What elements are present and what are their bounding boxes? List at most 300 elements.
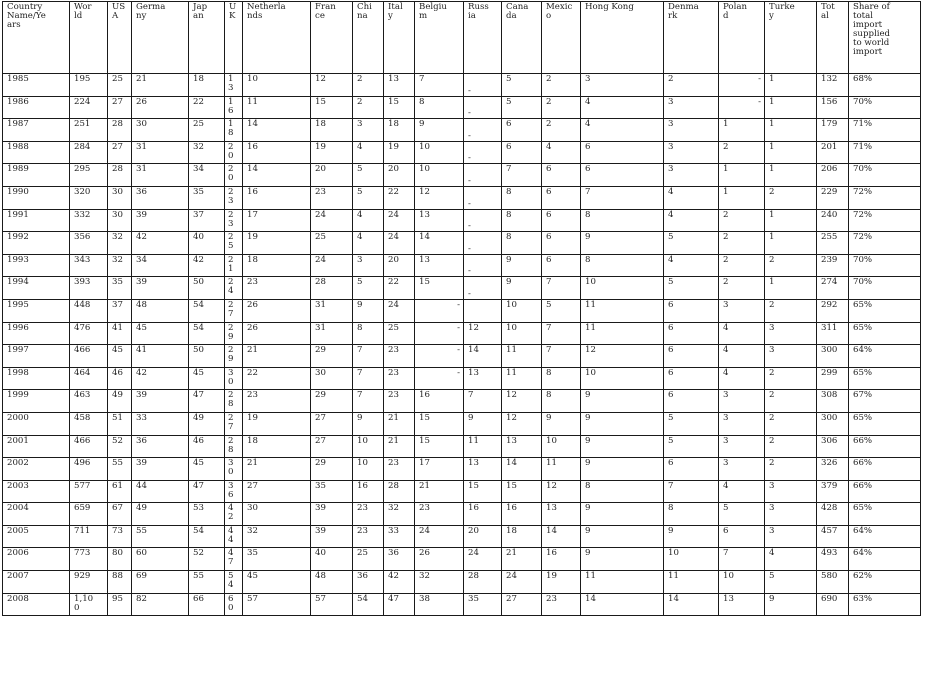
cell-text: 7	[228, 308, 234, 319]
value-cell: 3	[353, 254, 384, 277]
value-cell: 30	[132, 119, 189, 142]
value-cell: 24	[384, 209, 415, 232]
value-cell: 2	[353, 96, 384, 119]
value-cell: 10	[542, 435, 581, 458]
value-cell: 72%	[849, 232, 921, 255]
value-cell: 326	[817, 458, 849, 481]
value-cell: 9	[464, 412, 502, 435]
value-cell: 300	[817, 345, 849, 368]
value-cell: 29	[311, 390, 353, 413]
value-cell: 4	[765, 548, 817, 571]
year-cell: 2001	[3, 435, 70, 458]
value-cell: 44	[132, 480, 189, 503]
value-cell: 1	[765, 277, 817, 300]
value-cell: 3	[765, 322, 817, 345]
value-cell: 15	[415, 277, 464, 300]
value-cell: 9	[581, 548, 664, 571]
value-cell: 12	[311, 74, 353, 97]
value-cell: 7	[502, 164, 542, 187]
year-cell: 1992	[3, 232, 70, 255]
cell-text: 8	[228, 128, 234, 139]
value-cell: 4	[353, 141, 384, 164]
cell-text: 4	[228, 525, 234, 536]
value-cell: 54	[353, 593, 384, 616]
value-cell: 10	[581, 277, 664, 300]
value-cell	[225, 412, 243, 435]
column-header-text: Jap	[193, 2, 208, 12]
value-cell: 67	[108, 503, 132, 526]
value-cell: 8	[542, 390, 581, 413]
value-cell: 36	[132, 186, 189, 209]
year-cell: 1996	[3, 322, 70, 345]
table-row	[3, 593, 921, 616]
column-header-text: Tot	[821, 2, 835, 12]
value-cell: 25	[353, 548, 384, 571]
column-header-text: nds	[247, 11, 263, 21]
table-row	[3, 141, 921, 164]
year-cell: 2008	[3, 593, 70, 616]
cell-text: 2	[228, 435, 234, 446]
value-cell: 49	[189, 412, 225, 435]
value-cell: 306	[817, 435, 849, 458]
value-cell: 45	[189, 367, 225, 390]
value-cell	[225, 390, 243, 413]
value-cell: 21	[384, 412, 415, 435]
value-cell: 457	[817, 525, 849, 548]
value-cell: 25	[189, 119, 225, 142]
column-header	[189, 2, 225, 74]
value-cell: 29	[311, 458, 353, 481]
value-cell: 580	[817, 571, 849, 594]
value-cell: 6	[664, 299, 719, 322]
column-header	[817, 2, 849, 74]
value-cell: 22	[384, 277, 415, 300]
value-cell: 4	[664, 209, 719, 232]
value-cell: 659	[70, 503, 108, 526]
value-cell: 34	[132, 254, 189, 277]
value-cell: 21	[415, 480, 464, 503]
value-cell: 14	[542, 525, 581, 548]
value-cell: 39	[311, 503, 353, 526]
value-cell: 2	[719, 209, 765, 232]
column-header	[849, 2, 921, 74]
value-cell: 19	[542, 571, 581, 594]
value-cell: 9	[581, 525, 664, 548]
value-cell: 28	[108, 164, 132, 187]
column-header	[353, 2, 384, 74]
value-cell: 46	[189, 435, 225, 458]
cell-text: 8	[228, 444, 234, 455]
value-cell: 17	[415, 458, 464, 481]
value-cell: 9	[581, 503, 664, 526]
value-cell: 51	[108, 412, 132, 435]
value-cell: 33	[384, 525, 415, 548]
cell-text: 0	[228, 173, 234, 184]
value-cell: 21	[384, 435, 415, 458]
value-cell: 284	[70, 141, 108, 164]
value-cell: 13	[415, 254, 464, 277]
value-cell: 6	[664, 345, 719, 368]
column-header-text: Russ	[468, 2, 489, 12]
value-cell: 36	[384, 548, 415, 571]
column-header-text: Polan	[723, 2, 748, 12]
value-cell: 7	[353, 367, 384, 390]
value-cell: 26	[415, 548, 464, 571]
value-cell: -	[464, 119, 502, 142]
value-cell: 428	[817, 503, 849, 526]
value-cell: 47	[384, 593, 415, 616]
year-cell: 2005	[3, 525, 70, 548]
cell-text: 2	[228, 512, 234, 523]
value-cell: 35	[311, 480, 353, 503]
value-cell: 929	[70, 571, 108, 594]
value-cell: -	[415, 299, 464, 322]
value-cell: -	[415, 322, 464, 345]
value-cell: 16	[542, 548, 581, 571]
column-header	[464, 2, 502, 74]
column-header-text: na	[357, 11, 368, 21]
value-cell: 41	[132, 345, 189, 368]
value-cell: 39	[132, 209, 189, 232]
cell-text: 2	[228, 232, 234, 243]
value-cell: 28	[311, 277, 353, 300]
value-cell: 2	[765, 458, 817, 481]
value-cell: 70%	[849, 164, 921, 187]
table-row	[3, 412, 921, 435]
column-header-text: USA	[112, 2, 126, 21]
value-cell: 10	[243, 74, 311, 97]
value-cell: 64%	[849, 525, 921, 548]
cell-text: 8	[228, 399, 234, 410]
value-cell: 13	[542, 503, 581, 526]
column-header-text: import	[853, 20, 883, 30]
cell-text: 0	[228, 602, 234, 613]
value-cell: 18	[189, 74, 225, 97]
value-cell: 10	[353, 435, 384, 458]
value-cell: -	[464, 96, 502, 119]
value-cell: 26	[132, 96, 189, 119]
value-cell: 7	[353, 345, 384, 368]
value-cell: 11	[243, 96, 311, 119]
column-header	[502, 2, 542, 74]
value-cell: 32	[415, 571, 464, 594]
value-cell: 2	[719, 277, 765, 300]
value-cell: 16	[243, 186, 311, 209]
cell-text: 1	[228, 96, 234, 107]
table-row	[3, 299, 921, 322]
value-cell: 4	[353, 209, 384, 232]
column-header	[719, 2, 765, 74]
cell-text: 2	[228, 299, 234, 310]
value-cell: 10	[719, 571, 765, 594]
table-row	[3, 367, 921, 390]
value-cell: 132	[817, 74, 849, 97]
value-cell: 64%	[849, 345, 921, 368]
value-cell: 55	[108, 458, 132, 481]
value-cell: 9	[542, 412, 581, 435]
table-row	[3, 480, 921, 503]
value-cell: 15	[415, 435, 464, 458]
value-cell: 16	[243, 141, 311, 164]
value-cell: 31	[311, 299, 353, 322]
column-header	[384, 2, 415, 74]
year-cell: 2007	[3, 571, 70, 594]
value-cell: 35	[464, 593, 502, 616]
value-cell: 82	[132, 593, 189, 616]
value-cell: 23	[311, 186, 353, 209]
value-cell: 308	[817, 390, 849, 413]
value-cell: 18	[243, 254, 311, 277]
table-row	[3, 277, 921, 300]
value-cell: 4	[719, 322, 765, 345]
column-header	[132, 2, 189, 74]
value-cell: 14	[243, 164, 311, 187]
value-cell: 19	[384, 141, 415, 164]
value-cell: 2	[542, 119, 581, 142]
value-cell: 13	[464, 367, 502, 390]
value-cell: 7	[542, 345, 581, 368]
column-header-text: to world	[853, 38, 890, 48]
value-cell: 11	[581, 571, 664, 594]
year-cell: 1994	[3, 277, 70, 300]
value-cell: -	[464, 141, 502, 164]
value-cell	[225, 74, 243, 97]
value-cell: 15	[384, 96, 415, 119]
cell-text: 4	[228, 548, 234, 559]
value-cell: 356	[70, 232, 108, 255]
value-cell: 10	[415, 164, 464, 187]
value-cell: 24	[464, 548, 502, 571]
value-cell: 16	[502, 503, 542, 526]
value-cell: 48	[132, 299, 189, 322]
value-cell: 5	[502, 96, 542, 119]
column-header-text: ia	[468, 11, 476, 21]
value-cell: 11	[664, 571, 719, 594]
value-cell: 3	[719, 299, 765, 322]
value-cell: 48	[311, 571, 353, 594]
value-cell: 57	[311, 593, 353, 616]
value-cell	[225, 571, 243, 594]
cell-text: 2	[228, 164, 234, 175]
value-cell: 3	[719, 458, 765, 481]
value-cell: 773	[70, 548, 108, 571]
value-cell: 6	[664, 322, 719, 345]
value-cell: 8	[581, 480, 664, 503]
value-cell: 23	[384, 390, 415, 413]
value-cell: 95	[108, 593, 132, 616]
value-cell: 53	[189, 503, 225, 526]
value-cell	[225, 435, 243, 458]
value-cell: 3	[765, 503, 817, 526]
value-cell: 8	[502, 232, 542, 255]
column-header-text: Chi	[357, 2, 372, 12]
value-cell: 229	[817, 186, 849, 209]
value-cell: 4	[353, 232, 384, 255]
column-header-text: Germa	[136, 2, 166, 12]
value-cell: 47	[189, 480, 225, 503]
value-cell: 18	[384, 119, 415, 142]
value-cell: 60	[132, 548, 189, 571]
value-cell: 11	[581, 299, 664, 322]
value-cell: 6	[581, 141, 664, 164]
value-cell: 6	[664, 458, 719, 481]
value-cell: 49	[132, 503, 189, 526]
value-cell: 54	[189, 322, 225, 345]
value-cell: 6	[542, 164, 581, 187]
value-cell	[225, 593, 243, 616]
value-cell: 2	[765, 299, 817, 322]
value-cell: 7	[664, 480, 719, 503]
year-cell: 1999	[3, 390, 70, 413]
year-cell: 1988	[3, 141, 70, 164]
value-cell: 30	[243, 503, 311, 526]
value-cell: 62%	[849, 571, 921, 594]
cell-text: 2	[228, 345, 234, 356]
value-cell: 32	[108, 232, 132, 255]
value-cell: 45	[243, 571, 311, 594]
table-row	[3, 435, 921, 458]
value-cell: 50	[189, 277, 225, 300]
value-cell: 65%	[849, 367, 921, 390]
value-cell: 41	[108, 322, 132, 345]
value-cell: 255	[817, 232, 849, 255]
cell-text: 5	[228, 241, 234, 252]
value-cell: 6	[664, 367, 719, 390]
value-cell: 332	[70, 209, 108, 232]
value-cell: 23	[353, 503, 384, 526]
table-row	[3, 119, 921, 142]
value-cell: 10	[502, 299, 542, 322]
value-cell: 31	[132, 164, 189, 187]
cell-text: 3	[228, 367, 234, 378]
value-cell: 20	[384, 254, 415, 277]
value-cell: 26	[243, 299, 311, 322]
value-cell: 1	[765, 164, 817, 187]
value-cell: 14	[664, 593, 719, 616]
column-header-text: d	[723, 11, 729, 21]
value-cell: 15	[502, 480, 542, 503]
value-cell: 47	[189, 390, 225, 413]
value-cell	[225, 232, 243, 255]
value-cell: 17	[243, 209, 311, 232]
value-cell: 23	[384, 345, 415, 368]
value-cell: 38	[415, 593, 464, 616]
cell-text: 2	[228, 186, 234, 197]
value-cell: 67%	[849, 390, 921, 413]
year-cell: 2006	[3, 548, 70, 571]
value-cell	[225, 458, 243, 481]
value-cell: 1	[765, 232, 817, 255]
cell-text: 0	[228, 467, 234, 478]
value-cell: 45	[132, 322, 189, 345]
import-share-table	[2, 1, 921, 616]
value-cell: 40	[311, 548, 353, 571]
cell-text: 3	[228, 458, 234, 469]
value-cell: 9	[581, 435, 664, 458]
value-cell: 20	[311, 164, 353, 187]
value-cell: 52	[108, 435, 132, 458]
value-cell: 80	[108, 548, 132, 571]
value-cell: 476	[70, 322, 108, 345]
table-row	[3, 571, 921, 594]
value-cell: 240	[817, 209, 849, 232]
value-cell: 448	[70, 299, 108, 322]
value-cell: 42	[132, 367, 189, 390]
value-cell: 19	[243, 412, 311, 435]
value-cell: 70%	[849, 254, 921, 277]
value-cell: 11	[542, 458, 581, 481]
value-cell: 3	[353, 119, 384, 142]
value-cell: 26	[243, 322, 311, 345]
value-cell: 9	[353, 299, 384, 322]
value-cell: 65%	[849, 412, 921, 435]
column-header-text: Ital	[388, 2, 403, 12]
value-cell: 23	[384, 367, 415, 390]
value-cell: 690	[817, 593, 849, 616]
value-cell: 11	[464, 435, 502, 458]
cell-text: 3	[228, 218, 234, 229]
value-cell: 3	[765, 345, 817, 368]
value-cell: 3	[719, 390, 765, 413]
value-cell: 12	[415, 186, 464, 209]
value-cell: 5	[765, 571, 817, 594]
value-cell: 23	[243, 390, 311, 413]
column-header	[70, 2, 108, 74]
value-cell: 8	[502, 186, 542, 209]
value-cell: 37	[108, 299, 132, 322]
value-cell: 50	[189, 345, 225, 368]
column-header	[3, 2, 70, 74]
value-cell: 28	[464, 571, 502, 594]
value-cell: 11	[502, 345, 542, 368]
column-header-text: Cana	[506, 2, 529, 12]
value-cell: 16	[353, 480, 384, 503]
value-cell: 21	[243, 458, 311, 481]
value-cell: 3	[664, 141, 719, 164]
value-cell: 10	[664, 548, 719, 571]
value-cell	[225, 277, 243, 300]
value-cell: 16	[464, 503, 502, 526]
value-cell: 18	[243, 435, 311, 458]
value-cell: 30	[108, 209, 132, 232]
year-cell: 1993	[3, 254, 70, 277]
value-cell: 2	[765, 412, 817, 435]
value-cell: 5	[664, 232, 719, 255]
value-cell: -	[719, 96, 765, 119]
value-cell: 3	[765, 480, 817, 503]
value-cell: 12	[502, 390, 542, 413]
value-cell: 4	[542, 141, 581, 164]
value-cell: 70%	[849, 277, 921, 300]
value-cell: 463	[70, 390, 108, 413]
year-cell: 1998	[3, 367, 70, 390]
value-cell: 458	[70, 412, 108, 435]
value-cell: 70%	[849, 96, 921, 119]
value-cell: 23	[353, 525, 384, 548]
value-cell: 1	[765, 96, 817, 119]
value-cell: 206	[817, 164, 849, 187]
value-cell: 4	[581, 96, 664, 119]
value-cell: 5	[719, 503, 765, 526]
table-row	[3, 525, 921, 548]
value-cell: -	[719, 74, 765, 97]
column-header-text: o	[546, 11, 552, 21]
value-cell: -	[415, 345, 464, 368]
value-cell: 21	[132, 74, 189, 97]
column-header-text: Share of	[853, 2, 890, 12]
value-cell	[225, 480, 243, 503]
cell-text: 6	[228, 593, 234, 604]
